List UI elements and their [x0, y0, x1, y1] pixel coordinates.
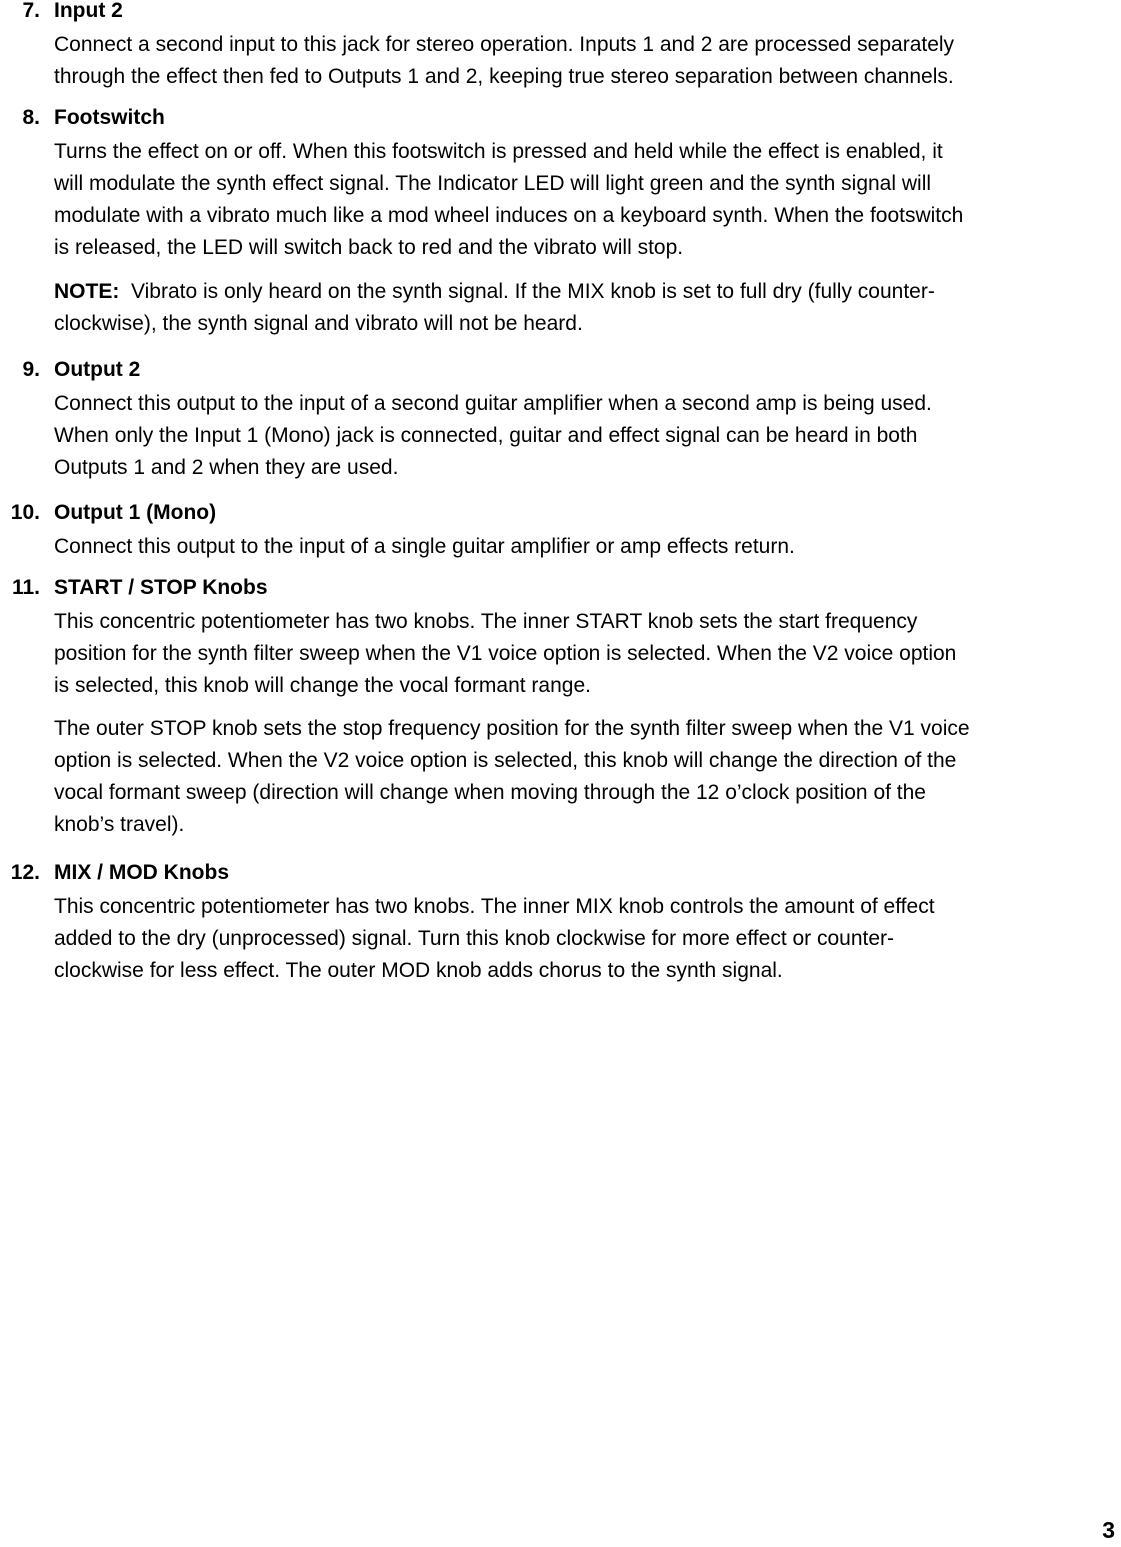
- item-description: [54, 136, 1118, 264]
- item-title: Footswitch: [54, 106, 165, 129]
- text-line: clockwise), the synth signal and vibrato will not be heard.: [54, 312, 583, 335]
- text-line: [54, 276, 1118, 308]
- item-title: Output 2: [54, 358, 141, 381]
- text-line: is selected, this knob will change the vocal formant range.: [54, 674, 591, 697]
- item-title: START / STOP Knobs: [54, 576, 268, 599]
- item-title: Output 1 (Mono): [54, 501, 217, 524]
- page-number: 3: [1102, 1517, 1115, 1543]
- item-title: MIX / MOD Knobs: [54, 861, 229, 884]
- text-line: Turns the effect on or off. When this footswitch is pressed and held while the effect is enabled, it: [54, 140, 943, 163]
- text-line: Connect this output to the input of a single guitar amplifier or amp effects return.: [54, 535, 795, 558]
- text-line: will modulate the synth effect signal. The Indicator LED will light green and the synth signal will: [54, 172, 932, 195]
- text-line: vocal formant sweep (direction will change when moving through the 12 o’clock position of the: [54, 781, 926, 804]
- text-line: Connect a second input to this jack for stereo operation. Inputs 1 and 2 are processed separately: [54, 33, 955, 56]
- text-line: modulate with a vibrato much like a mod wheel induces on a keyboard synth. When the footswitch: [54, 204, 964, 227]
- item-number: 9.: [22, 358, 40, 381]
- note-label: NOTE:: [54, 280, 120, 303]
- text-line: Connect this output to the input of a second guitar amplifier when a second amp is being used.: [54, 392, 932, 415]
- text-line: When only the Input 1 (Mono) jack is connected, guitar and effect signal can be heard in both: [54, 424, 918, 447]
- item-description: [54, 531, 1118, 563]
- item-description: [54, 388, 1118, 484]
- text-line: Outputs 1 and 2 when they are used.: [54, 456, 399, 479]
- text-line: The outer STOP knob sets the stop frequency position for the synth filter sweep when the V1 voice: [54, 717, 970, 740]
- text-line: clockwise for less effect. The outer MOD knob adds chorus to the synth signal.: [54, 959, 783, 982]
- item-number: 8.: [22, 106, 40, 129]
- note-text: Vibrato is only heard on the synth signal. If the MIX knob is set to full dry (fully counter-: [131, 280, 935, 303]
- item-description-continued: [54, 713, 1118, 841]
- item-description: [54, 606, 1118, 702]
- note-block: [54, 276, 1118, 340]
- text-line: is released, the LED will switch back to red and the vibrato will stop.: [54, 236, 684, 259]
- item-number: 10.: [10, 501, 40, 524]
- text-line: added to the dry (unprocessed) signal. Turn this knob clockwise for more effect or counter-: [54, 927, 895, 950]
- text-line: This concentric potentiometer has two knobs. The inner MIX knob controls the amount of effect: [54, 895, 935, 918]
- text-line: position for the synth filter sweep when the V1 voice option is selected. When the V2 voice option: [54, 642, 957, 665]
- item-number: 7.: [22, 0, 40, 22]
- item-title: Input 2: [54, 0, 123, 22]
- text-line: option is selected. When the V2 voice option is selected, this knob will change the direction of the: [54, 749, 957, 772]
- item-number: 11.: [11, 576, 40, 599]
- item-description: [54, 891, 1118, 987]
- text-line: through the effect then fed to Outputs 1 and 2, keeping true stereo separation between channels.: [54, 65, 954, 88]
- text-line: This concentric potentiometer has two knobs. The inner START knob sets the start frequency: [54, 610, 918, 633]
- text-line: knob’s travel).: [54, 813, 185, 836]
- item-description: [54, 29, 1118, 93]
- item-number: 12.: [10, 861, 40, 884]
